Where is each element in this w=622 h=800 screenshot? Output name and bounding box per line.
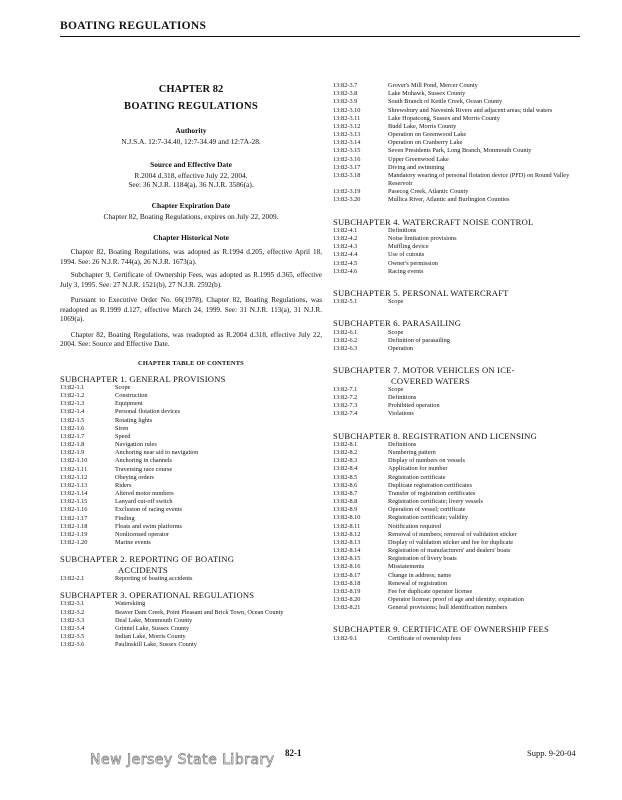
- authority-heading: Authority: [175, 126, 207, 135]
- section-number: 13:82-3.13: [333, 131, 361, 139]
- section-title: Shrewsbury and Navesink Rivers and adjacent areas; tidal waters: [388, 106, 553, 114]
- toc-entry: [333, 588, 595, 596]
- section-title: Registration certificate; livery vessels: [388, 498, 483, 506]
- section-number: 13:82-3.15: [333, 147, 361, 155]
- history-paragraph: Chapter 82, Boating Regulations, was adopted as R.1994 d.205, effective April 18, 1994. See: 26 N.J.R. 744(a), 26 N.J.R. 1673(a).: [60, 248, 322, 266]
- section-number: 13:82-7.4: [333, 410, 358, 418]
- subchapter-title: SUBCHAPTER 6. PARASAILING: [333, 318, 462, 329]
- chapter-number: CHAPTER 82: [158, 84, 224, 95]
- subchapter-title: SUBCHAPTER 7. MOTOR VEHICLES ON ICE-: [333, 365, 515, 376]
- toc-entry: [333, 172, 595, 188]
- toc-entry: [60, 384, 322, 392]
- toc-entry: [333, 523, 595, 531]
- subchapter-heading: [333, 318, 595, 328]
- toc-entry: [333, 147, 595, 155]
- section-title: South Branch of Kettle Creek, Ocean County: [388, 98, 503, 106]
- section-title: Upper Greenwood Lake: [388, 155, 449, 163]
- section-number: 13:82-1.9: [60, 449, 85, 457]
- subchapter-heading: [333, 288, 595, 298]
- running-header: BOATING REGULATIONS: [60, 20, 207, 32]
- section-number: 13:82-4.1: [333, 226, 358, 234]
- section-title: Marine events: [115, 539, 151, 547]
- section-number: 13:82-8.17: [333, 571, 361, 579]
- subchapter-heading: [60, 590, 322, 600]
- section-number: 13:82-8.12: [333, 530, 361, 538]
- section-title: Muffling device: [388, 243, 429, 251]
- left-subchapters: [60, 374, 322, 650]
- toc-entry: [333, 107, 595, 115]
- section-number: 13:82-3.8: [333, 90, 358, 98]
- toc-entry: [60, 433, 322, 441]
- section-title: Finding: [115, 514, 135, 522]
- toc-entry: [333, 498, 595, 506]
- history-paragraph: Subchapter 9, Certificate of Ownership Fees, was adopted as R.1995 d.365, effective July 3, 1995. See: 27 N.J.R. 1521(b), 27 N.J.R. 2592(b).: [60, 271, 322, 289]
- section-title: Application for number: [388, 465, 448, 473]
- section-number: 13:82-8.10: [333, 514, 361, 522]
- toc-entry: [333, 268, 595, 276]
- section-title: Operation on Cranberry Lake: [388, 139, 463, 147]
- subchapter-title: SUBCHAPTER 8. REGISTRATION AND LICENSING: [333, 430, 537, 441]
- toc-entry: [333, 506, 595, 514]
- section-number: 13:82-8.15: [333, 555, 361, 563]
- toc-entry: [333, 345, 595, 353]
- toc-entry: [60, 466, 322, 474]
- section-number: 13:82-3.6: [60, 641, 85, 649]
- section-number: 13:82-8.4: [333, 465, 358, 473]
- toc-entry: [333, 465, 595, 473]
- toc-entry: [333, 490, 595, 498]
- section-number: 13:82-7.3: [333, 402, 358, 410]
- section-title: Scope: [388, 298, 404, 306]
- toc-entry: [333, 474, 595, 482]
- subchapter-title: SUBCHAPTER 1. GENERAL PROVISIONS: [60, 373, 226, 384]
- section-title: Operation of vessel; certificate: [388, 506, 466, 514]
- section-title: Anchoring near aid to navigation: [115, 449, 199, 457]
- section-title: Traversing race course: [115, 465, 173, 473]
- toc-entry: [333, 449, 595, 457]
- section-title: General provisions; hull identification numbers: [388, 604, 508, 612]
- toc-heading: CHAPTER TABLE OF CONTENTS: [138, 359, 244, 367]
- section-number: 13:82-3.7: [333, 82, 358, 89]
- toc-entry: [333, 514, 595, 522]
- source-heading: Source and Effective Date: [150, 160, 232, 169]
- section-title: Fee for duplicate operator license: [388, 587, 473, 595]
- section-title: Lanyard cut-off switch: [115, 498, 173, 506]
- section-number: 13:82-5.1: [333, 298, 358, 306]
- toc-entry: [60, 425, 322, 433]
- history-paragraph: Chapter 82, Boating Regulations, was readopted as R.2004 d.318, effective July 22, 2004. See: Source and Effective Date.: [60, 330, 322, 348]
- section-title: Display of numbers on vessels: [388, 457, 465, 465]
- toc-entry: [333, 539, 595, 547]
- section-title: Definitions: [388, 226, 417, 234]
- section-title: Indian Lake, Morris County: [115, 633, 186, 641]
- section-number: 13:82-8.7: [333, 489, 358, 497]
- section-title: Operation: [388, 345, 414, 353]
- toc-entry: [333, 251, 595, 259]
- section-title: Scope: [388, 328, 404, 336]
- section-title: Exclusion of racing events: [115, 506, 182, 514]
- toc-entry: [60, 417, 322, 425]
- section-number: 13:82-2.1: [60, 574, 85, 582]
- section-number: 13:82-8.8: [333, 498, 358, 506]
- toc-entry: [333, 402, 595, 410]
- toc-entry: [333, 123, 595, 131]
- toc-entry: [333, 196, 595, 204]
- subchapter-title: SUBCHAPTER 3. OPERATIONAL REGULATIONS: [60, 590, 255, 601]
- toc-entry: [333, 260, 595, 268]
- header-rule: [60, 36, 580, 37]
- subchapter-heading: [60, 554, 322, 575]
- section-number: 13:82-8.3: [333, 457, 358, 465]
- section-title: Definition of parasailing: [388, 336, 450, 344]
- section-title: Duplicate registration certificates: [388, 481, 472, 489]
- section-number: 13:82-7.2: [333, 394, 358, 402]
- right-column: [333, 82, 595, 643]
- toc-entry: [60, 617, 322, 625]
- section-title: Registration of manufacturers' and dealers' boats: [388, 547, 511, 555]
- toc-entry: [60, 457, 322, 465]
- section-number: 13:82-4.6: [333, 267, 358, 275]
- supplement-date: Supp. 9-20-04: [527, 748, 576, 758]
- section-number: 13:82-1.12: [60, 473, 88, 481]
- toc-entry: [60, 392, 322, 400]
- subchapter-heading: [60, 374, 322, 384]
- subchapter-heading: [333, 624, 595, 634]
- section-number: 13:82-3.2: [60, 608, 85, 616]
- toc-entry: [60, 515, 322, 523]
- chapter-title: BOATING REGULATIONS: [124, 101, 258, 112]
- toc-entry: [60, 609, 322, 617]
- toc-entry: [333, 131, 595, 139]
- section-number: 13:82-8.19: [333, 587, 361, 595]
- section-number: 13:82-1.4: [60, 408, 85, 416]
- section-title: Personal flotation devices: [115, 408, 181, 416]
- section-number: 13:82-1.10: [60, 457, 88, 465]
- section-number: 13:82-6.3: [333, 345, 358, 353]
- toc-entry: [333, 547, 595, 555]
- toc-entry: [333, 441, 595, 449]
- subchapter-title-cont: ACCIDENTS: [118, 564, 169, 575]
- section-title: Navigation rules: [115, 441, 157, 449]
- section-title: Removal of numbers; removal of validation sticker: [388, 530, 517, 538]
- section-title: Operation on Greenwood Lake: [388, 131, 467, 139]
- section-number: 13:82-8.1: [333, 440, 358, 448]
- toc-entry: [333, 410, 595, 418]
- section-number: 13:82-8.14: [333, 547, 361, 555]
- section-number: 13:82-1.3: [60, 400, 85, 408]
- toc-entry: [60, 506, 322, 514]
- section-number: 13:82-1.15: [60, 498, 88, 506]
- section-title: Use of cutouts: [388, 251, 425, 259]
- toc-entry: [60, 625, 322, 633]
- section-number: 13:82-3.17: [333, 163, 361, 171]
- section-title: Scope: [115, 383, 131, 391]
- section-title: Beaver Dam Creek, Point Pleasant and Brick Town, Ocean County: [115, 608, 284, 616]
- section-number: 13:82-1.16: [60, 506, 88, 514]
- section-title: Seven Presidents Park, Long Branch, Monmouth County: [388, 147, 532, 155]
- section-title: Grover's Mill Pond, Mercer County: [388, 82, 478, 89]
- left-column: [60, 82, 322, 649]
- section-title: Noise limitation provisions: [388, 235, 457, 243]
- history-heading: Chapter Historical Note: [153, 233, 229, 242]
- section-title: Anchoring in channels: [115, 457, 173, 465]
- toc-entry: [60, 441, 322, 449]
- section-number: 13:82-3.20: [333, 196, 361, 204]
- section-number: 13:82-1.7: [60, 432, 85, 440]
- section-title: Mandatory wearing of personal flotation device (PFD) on Round Valley Reservoir: [388, 171, 570, 188]
- section-title: Grinnel Lake, Sussex County: [115, 624, 190, 632]
- section-number: 13:82-3.11: [333, 114, 361, 122]
- toc-entry: [333, 604, 595, 612]
- toc-entry: [60, 498, 322, 506]
- subchapter-heading: [333, 217, 595, 227]
- section-number: 13:82-3.1: [60, 600, 85, 608]
- section-title: Change in address; name: [388, 571, 452, 579]
- toc-entry: [60, 641, 322, 649]
- section-title: Lake Hopatcong, Sussex and Morris County: [388, 114, 500, 122]
- toc-entry: [333, 580, 595, 588]
- subchapter-title: SUBCHAPTER 4. WATERCRAFT NOISE CONTROL: [333, 216, 534, 227]
- toc-entry: [60, 400, 322, 408]
- section-title: Deal Lake, Monmouth County: [115, 616, 193, 624]
- section-number: 13:82-8.21: [333, 604, 361, 612]
- toc-entry: [333, 531, 595, 539]
- section-title: Speed: [115, 432, 131, 440]
- section-title: Pasecog Creek, Atlantic County: [388, 188, 469, 196]
- section-title: Prohibited operation: [388, 402, 440, 410]
- section-title: Numbering pattern: [388, 449, 436, 457]
- section-title: Diving and swimming: [388, 163, 445, 171]
- section-title: Equipment: [115, 400, 143, 408]
- expiration-text: Chapter 82, Boating Regulations, expires on July 22, 2009.: [103, 212, 279, 221]
- authority-text: N.J.S.A. 12:7-34.40, 12:7-34.49 and 12:7A-28.: [121, 137, 261, 146]
- section-number: 13:82-3.16: [333, 155, 361, 163]
- section-title: Notification required: [388, 522, 441, 530]
- section-title: Operator license; proof of age and identity; expiration: [388, 596, 524, 604]
- section-title: Renewal of registration: [388, 579, 448, 587]
- section-title: Construction: [115, 391, 148, 399]
- expiration-heading: Chapter Expiration Date: [151, 201, 231, 210]
- toc-entry: [333, 98, 595, 106]
- toc-entry: [333, 394, 595, 402]
- section-number: 13:82-8.16: [333, 563, 361, 571]
- section-number: 13:82-3.12: [333, 122, 361, 130]
- section-number: 13:82-1.2: [60, 391, 85, 399]
- toc-entry: [60, 575, 322, 583]
- toc-entry: [333, 298, 595, 306]
- section-number: 13:82-3.3: [60, 616, 85, 624]
- section-number: 13:82-1.17: [60, 514, 88, 522]
- section-title: Riders: [115, 481, 132, 489]
- section-number: 13:82-8.6: [333, 481, 358, 489]
- toc-entry: [333, 635, 595, 643]
- toc-entry: [333, 115, 595, 123]
- toc-entry: [333, 82, 595, 90]
- section-number: 13:82-1.14: [60, 490, 88, 498]
- toc-entry: [333, 164, 595, 172]
- section-title: Waterskiing: [115, 600, 146, 608]
- toc-entry: [333, 596, 595, 604]
- section-title: Lake Mohawk, Sussex County: [388, 90, 466, 98]
- section-number: 13:82-1.11: [60, 465, 88, 473]
- library-watermark: New Jersey State Library: [90, 752, 275, 768]
- toc-entry: [60, 600, 322, 608]
- section-title: Floats and swim platforms: [115, 522, 182, 530]
- section-number: 13:82-1.8: [60, 441, 85, 449]
- section-title: Registration certificate: [388, 473, 446, 481]
- section-number: 13:82-8.18: [333, 579, 361, 587]
- toc-entry: [333, 457, 595, 465]
- section-number: 13:82-8.11: [333, 522, 361, 530]
- subchapter-title: SUBCHAPTER 2. REPORTING OF BOATING: [60, 554, 235, 565]
- section-title: Budd Lake, Morris County: [388, 122, 457, 130]
- toc-entry: [333, 482, 595, 490]
- section-number: 13:82-1.18: [60, 522, 88, 530]
- section-number: 13:82-4.5: [333, 259, 358, 267]
- section-title: Obeying orders: [115, 473, 154, 481]
- toc-entry: [333, 563, 595, 571]
- toc-entry: [333, 243, 595, 251]
- toc-entry: [60, 408, 322, 416]
- section-number: 13:82-4.4: [333, 251, 358, 259]
- toc-entry: [60, 474, 322, 482]
- toc-entry: [333, 386, 595, 394]
- toc-entry: [333, 139, 595, 147]
- section-title: Certificate of ownership fees: [388, 634, 461, 642]
- section-number: 13:82-4.3: [333, 243, 358, 251]
- toc-entry: [60, 449, 322, 457]
- section-number: 13:82-1.6: [60, 424, 85, 432]
- section-title: Misstatements: [388, 563, 425, 571]
- section-number: 13:82-6.2: [333, 336, 358, 344]
- section-title: Owner's permission: [388, 259, 438, 267]
- toc-entry: [333, 90, 595, 98]
- subchapter-heading: [333, 431, 595, 441]
- toc-entry: [333, 337, 595, 345]
- toc-entry: [333, 227, 595, 235]
- section-title: Reporting of boating accidents: [115, 574, 193, 582]
- section-number: 13:82-1.5: [60, 416, 85, 424]
- section-number: 13:82-3.14: [333, 139, 361, 147]
- section-number: 13:82-8.9: [333, 506, 358, 514]
- toc-entry: [60, 482, 322, 490]
- section-number: 13:82-3.19: [333, 188, 361, 196]
- section-number: 13:82-1.19: [60, 530, 88, 538]
- section-title: Mullica River, Atlantic and Burlington Counties: [388, 196, 510, 204]
- toc-entry: [333, 235, 595, 243]
- toc-entry: [60, 633, 322, 641]
- toc-entry: [60, 490, 322, 498]
- source-line: R.2004 d.318, effective July 22, 2004.: [134, 171, 248, 180]
- section-title: Registration of livery boats: [388, 555, 457, 563]
- section-title: Display of validation sticker and fee for duplicate: [388, 538, 514, 546]
- section-number: 13:82-8.13: [333, 538, 361, 546]
- section-number: 13:82-7.1: [333, 385, 358, 393]
- toc-entry: [333, 572, 595, 580]
- source-line: See: 36 N.J.R. 1184(a), 36 N.J.R. 3586(a).: [128, 180, 254, 189]
- toc-entry: [333, 555, 595, 563]
- section-title: Rotating lights: [115, 416, 153, 424]
- section-title: Transfer of registration certificates: [388, 489, 476, 497]
- history-paragraph: Pursuant to Executive Order No. 66(1978), Chapter 82, Boating Regulations, was readopted as R.1999 d.127, effective March 24, 1999. See: 31 N.J.R. 113(a), 31 N.J.R. 1069(a).: [60, 296, 322, 323]
- section-number: 13:82-1.20: [60, 539, 88, 547]
- toc-entry: [60, 531, 322, 539]
- subchapter-heading: [333, 365, 595, 386]
- section-number: 13:82-9.1: [333, 634, 358, 642]
- subchapter-title: SUBCHAPTER 5. PERSONAL WATERCRAFT: [333, 287, 509, 298]
- section-title: Registration certificate; validity: [388, 514, 469, 522]
- section-number: 13:82-3.5: [60, 633, 85, 641]
- right-subchapters: [333, 217, 595, 643]
- toc-entry: [60, 523, 322, 531]
- section-number: 13:82-4.2: [333, 235, 358, 243]
- toc-entry: [333, 329, 595, 337]
- section-title: Racing events: [388, 267, 424, 275]
- toc-entry: [60, 539, 322, 547]
- section-title: Scope: [388, 385, 404, 393]
- section-number: 13:82-8.20: [333, 596, 361, 604]
- subchapter-title-cont: COVERED WATERS: [391, 375, 470, 386]
- section-number: 13:82-3.10: [333, 106, 361, 114]
- section-number: 13:82-6.1: [333, 328, 358, 336]
- toc-entry: [333, 156, 595, 164]
- toc-entry: [333, 188, 595, 196]
- section-title: Nonlicensed operator: [115, 530, 170, 538]
- section-title: Violations: [388, 410, 414, 418]
- section-number: 13:82-1.1: [60, 383, 85, 391]
- continued-entries: [333, 82, 595, 205]
- section-number: 13:82-3.9: [333, 98, 358, 106]
- section-number: 13:82-8.5: [333, 473, 358, 481]
- section-number: 13:82-1.13: [60, 481, 88, 489]
- section-number: 13:82-3.18: [333, 171, 361, 179]
- section-title: Paulinskill Lake, Sussex County: [115, 641, 197, 649]
- section-title: Definitions: [388, 440, 417, 448]
- section-title: Siren: [115, 424, 129, 432]
- page-number: 82-1: [285, 748, 302, 758]
- section-number: 13:82-8.2: [333, 449, 358, 457]
- section-number: 13:82-3.4: [60, 624, 85, 632]
- section-title: Altered motor numbers: [115, 490, 174, 498]
- subchapter-title: SUBCHAPTER 9. CERTIFICATE OF OWNERSHIP FEES: [333, 624, 549, 635]
- section-title: Definitions: [388, 394, 417, 402]
